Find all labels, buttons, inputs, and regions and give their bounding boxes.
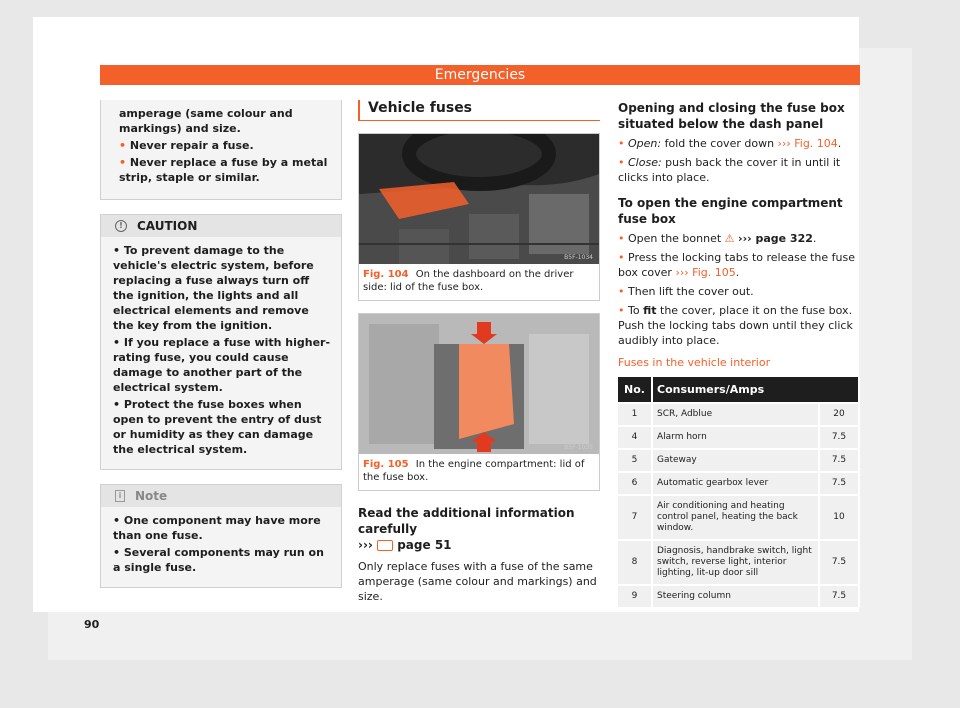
fuse-table — [618, 377, 860, 607]
cell-amps: 7.5 — [819, 540, 859, 585]
list-item: • Open the bonnet ⚠ ››› page 322. — [618, 232, 817, 245]
column-header: Consumers/Amps — [652, 377, 859, 403]
cell-no: 5 — [618, 449, 652, 472]
caution-item: • To prevent damage to the vehicle's electric system, before replacing a fuse always turn off the ignition, the lights and all electrical elements and remove the key from the ignition. — [113, 244, 314, 332]
note-body — [101, 507, 341, 587]
note-label: Note — [135, 489, 168, 503]
read-info-heading: Read the additional information carefully ››› page 51 — [358, 506, 575, 552]
section-header: Emergencies — [100, 65, 860, 85]
table-row — [618, 449, 859, 472]
caution-label: CAUTION — [137, 219, 198, 233]
table-title: Fuses in the vehicle interior — [618, 356, 771, 369]
caution-box — [100, 214, 342, 470]
section-title: Vehicle fuses — [358, 100, 600, 121]
figure-105 — [358, 313, 600, 491]
figure-number: Fig. 105 — [363, 459, 409, 470]
table-header-row — [618, 377, 859, 403]
cell-consumer: SCR, Adblue — [652, 403, 819, 426]
note-item: • Several components may run on a single fuse. — [113, 546, 324, 574]
figure-number: Fig. 104 — [363, 269, 409, 280]
page-link[interactable]: page 51 — [397, 538, 452, 552]
fig-link[interactable]: ››› Fig. 104 — [777, 137, 838, 150]
figure-code: B5F-1035 — [564, 444, 593, 451]
fig-link[interactable]: ››› Fig. 105 — [675, 266, 736, 279]
figure-code: B5F-1034 — [564, 254, 593, 261]
cell-no: 8 — [618, 540, 652, 585]
book-icon — [377, 540, 393, 551]
list-item: • To fit the cover, place it on the fuse box. Push the locking tabs down until they click audibly into place. — [618, 304, 853, 347]
page-number: 90 — [84, 618, 100, 631]
note-header — [101, 485, 341, 507]
caution-item: • Protect the fuse boxes when open to prevent the entry of dust or humidity as they can damage the electrical system. — [113, 398, 322, 456]
list-item: • Then lift the cover out. — [618, 285, 754, 298]
cell-consumer: Air conditioning and heating control panel, heating the back window. — [652, 495, 819, 540]
column-middle — [358, 100, 600, 604]
engine-illustration — [359, 314, 599, 454]
list-item: • Open: fold the cover down ››› Fig. 104. — [618, 137, 842, 150]
figure-caption-text: In the engine compartment: lid of the fuse box. — [363, 459, 585, 483]
warning-text: amperage (same colour and markings) and size. — [119, 107, 293, 135]
figure-105-image — [359, 314, 599, 454]
figure-104 — [358, 133, 600, 301]
table-row — [618, 495, 859, 540]
cell-no: 9 — [618, 585, 652, 607]
list-item: • Press the locking tabs to release the fuse box cover ››› Fig. 105. — [618, 251, 856, 279]
caution-body — [101, 237, 341, 469]
cell-consumer: Alarm horn — [652, 426, 819, 449]
cell-consumer: Diagnosis, handbrake switch, light switch, reverse light, interior lighting, lit-up door sill — [652, 540, 819, 585]
subheading-engine: To open the engine compartment fuse box — [618, 196, 843, 226]
body-paragraph: Only replace fuses with a fuse of the same amperage (same colour and markings) and size. — [358, 560, 597, 603]
column-left — [100, 100, 342, 588]
caution-header — [101, 215, 341, 237]
cell-no: 4 — [618, 426, 652, 449]
caution-item: • If you replace a fuse with higher-rating fuse, you could cause damage to another part of the electrical system. — [113, 336, 331, 394]
note-item: • One component may have more than one fuse. — [113, 514, 321, 542]
engine-steps — [618, 231, 860, 348]
caution-icon: ! — [115, 220, 127, 232]
column-right — [618, 100, 860, 607]
open-close-list — [618, 136, 860, 185]
table-row — [618, 403, 859, 426]
cell-no: 7 — [618, 495, 652, 540]
cell-amps: 7.5 — [819, 426, 859, 449]
cell-amps: 10 — [819, 495, 859, 540]
cell-consumer: Automatic gearbox lever — [652, 472, 819, 495]
warning-triangle-icon: ⚠ — [724, 232, 735, 245]
warning-item: • Never repair a fuse. — [119, 139, 254, 152]
dashboard-illustration — [359, 134, 599, 264]
warning-item: • Never replace a fuse by a metal strip, staple or similar. — [119, 156, 328, 184]
bullet-icon: • — [119, 156, 127, 169]
table-row — [618, 540, 859, 585]
table-row — [618, 585, 859, 607]
cell-amps: 7.5 — [819, 449, 859, 472]
bullet-icon: • — [119, 139, 127, 152]
figure-caption-text: On the dashboard on the driver side: lid of the fuse box. — [363, 269, 574, 293]
table-row — [618, 472, 859, 495]
cell-no: 6 — [618, 472, 652, 495]
page-link[interactable]: ››› page 322 — [738, 232, 813, 245]
cell-no: 1 — [618, 403, 652, 426]
note-box — [100, 484, 342, 588]
figure-caption — [359, 454, 599, 490]
figure-caption — [359, 264, 599, 300]
warning-continuation — [100, 100, 342, 200]
column-header: No. — [618, 377, 652, 403]
subheading-dash-panel: Opening and closing the fuse box situated below the dash panel — [618, 101, 845, 131]
cell-consumer: Steering column — [652, 585, 819, 607]
list-item: • Close: push back the cover it in until it clicks into place. — [618, 156, 841, 184]
table-row — [618, 426, 859, 449]
cell-amps: 7.5 — [819, 585, 859, 607]
cell-amps: 7.5 — [819, 472, 859, 495]
figure-104-image — [359, 134, 599, 264]
cell-amps: 20 — [819, 403, 859, 426]
info-icon: i — [115, 490, 125, 502]
cell-consumer: Gateway — [652, 449, 819, 472]
